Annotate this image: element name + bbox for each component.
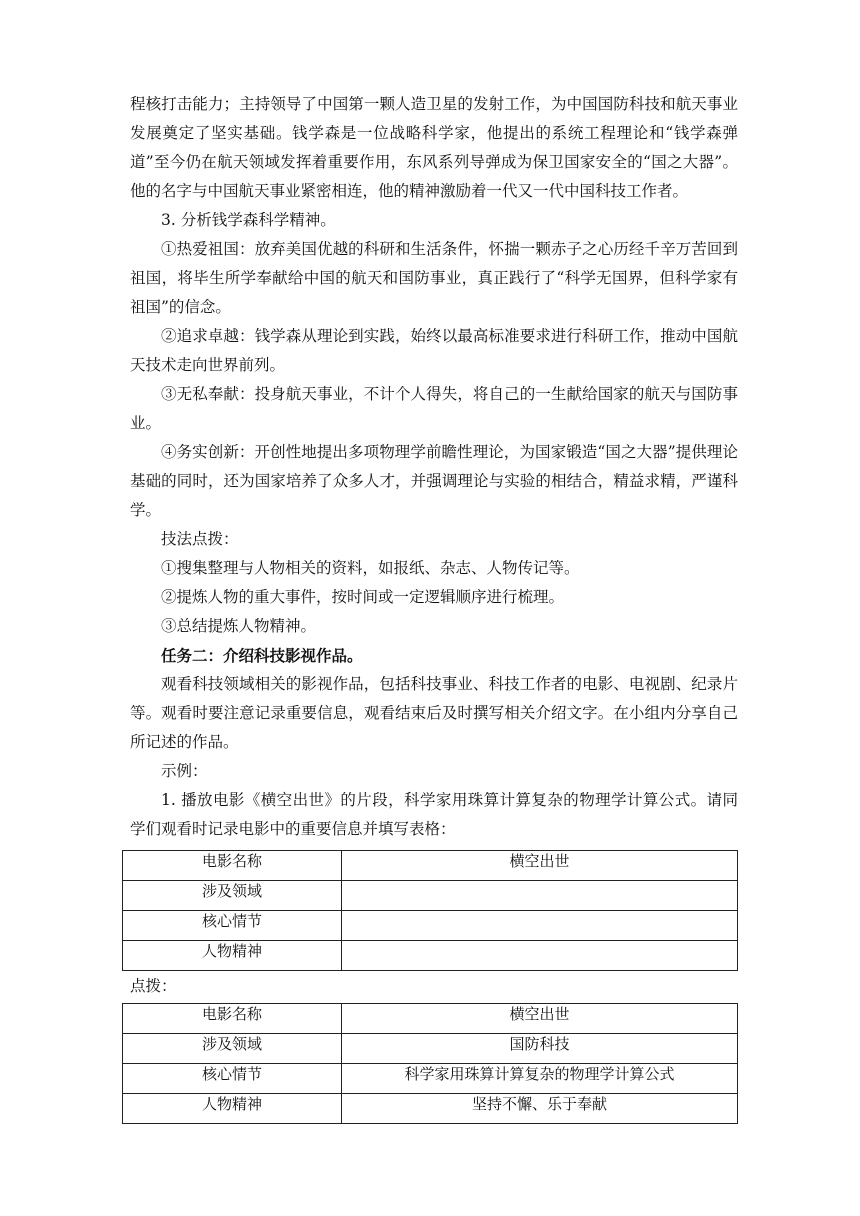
table-row bbox=[123, 1034, 738, 1064]
hint-label: 点拨： bbox=[130, 977, 177, 995]
table-cell-value: 横空出世 bbox=[342, 851, 738, 881]
table-cell-label: 人物精神 bbox=[201, 942, 262, 960]
paragraph-tip-summarize: ③总结提炼人物精神。 bbox=[161, 617, 317, 635]
table-cell-label: 电影名称 bbox=[201, 852, 262, 870]
table-cell-value: 横空出世 bbox=[342, 1004, 738, 1034]
table-row bbox=[123, 941, 738, 971]
paragraph-qian-achievements: 程核打击能力；主持领导了中国第一颗人造卫星的发射工作，为中国国防科技和航天事业发展奠定了坚实基础。钱学森是一位战略科学家，他提出的系统工程理论和“钱学森弹道”至今仍在航天领域发挥着重要作用，东风系列导弹成为保卫国家安全的“国之大器”。他的名字与中国航天事业紧密相连，他的精神激励着一代又一代中国科技工作者。 bbox=[130, 95, 738, 200]
paragraph-love-country: ①热爱祖国：放弃美国优越的科研和生活条件，怀揣一颗赤子之心历经千辛万苦回到祖国，将毕生所学奉献给中国的航天和国防事业，真正践行了“科学无国界，但科学家有祖国”的信念。 bbox=[130, 240, 738, 316]
paragraph-technique-tips: 技法点拨： bbox=[161, 530, 239, 548]
table-cell-label: 人物精神 bbox=[201, 1095, 262, 1113]
table-row bbox=[123, 881, 738, 911]
table-row bbox=[123, 1094, 738, 1124]
paragraph-example-label: 示例： bbox=[161, 762, 208, 780]
table-cell-value: 坚持不懈、乐于奉献 bbox=[342, 1094, 738, 1124]
table-cell-label: 涉及领域 bbox=[201, 882, 262, 900]
paragraph-task-two-intro: 观看科技领域相关的影视作品，包括科技事业、科技工作者的电影、电视剧、纪录片等。观看时要注意记录重要信息，观看结束后及时撰写相关介绍文字。在小组内分享自己所记述的作品。 bbox=[130, 675, 738, 751]
table-cell-label: 核心情节 bbox=[201, 912, 262, 930]
table-row bbox=[123, 1004, 738, 1034]
table-cell-value bbox=[342, 911, 738, 941]
document-body bbox=[130, 90, 738, 1124]
table-cell-label: 电影名称 bbox=[201, 1005, 262, 1023]
table-cell-value: 科学家用珠算计算复杂的物理学计算公式 bbox=[342, 1064, 738, 1094]
paragraph-tip-refine: ②提炼人物的重大事件，按时间或一定逻辑顺序进行梳理。 bbox=[161, 588, 565, 606]
table-row bbox=[123, 1064, 738, 1094]
table-cell-value bbox=[342, 881, 738, 911]
paragraph-analyze-heading: 3. 分析钱学森科学精神。 bbox=[161, 211, 336, 229]
answer-film-table bbox=[122, 1003, 738, 1124]
table-cell-value bbox=[342, 941, 738, 971]
paragraph-tip-collect: ①搜集整理与人物相关的资料，如报纸、杂志、人物传记等。 bbox=[161, 559, 580, 577]
table-cell-label: 核心情节 bbox=[201, 1065, 262, 1083]
paragraph-example-one: 1. 播放电影《横空出世》的片段，科学家用珠算计算复杂的物理学计算公式。请同学们观看时记录电影中的重要信息并填写表格： bbox=[130, 791, 738, 838]
paragraph-selfless-dedication: ③无私奉献：投身航天事业，不计个人得失，将自己的一生献给国家的航天与国防事业。 bbox=[130, 385, 738, 432]
table-row bbox=[123, 911, 738, 941]
table-cell-label: 涉及领域 bbox=[201, 1035, 262, 1053]
table-cell-value: 国防科技 bbox=[342, 1034, 738, 1064]
task-two-heading: 任务二：介绍科技影视作品。 bbox=[161, 646, 363, 665]
paragraph-practical-innovation: ④务实创新：开创性地提出多项物理学前瞻性理论，为国家锻造“国之大器”提供理论基础的同时，还为国家培养了众多人才，并强调理论与实验的相结合，精益求精，严谨科学。 bbox=[130, 443, 738, 519]
paragraph-pursue-excellence: ②追求卓越：钱学森从理论到实践，始终以最高标准要求进行科研工作，推动中国航天技术走向世界前列。 bbox=[130, 327, 738, 374]
blank-film-table bbox=[122, 850, 738, 971]
table-row bbox=[123, 851, 738, 881]
